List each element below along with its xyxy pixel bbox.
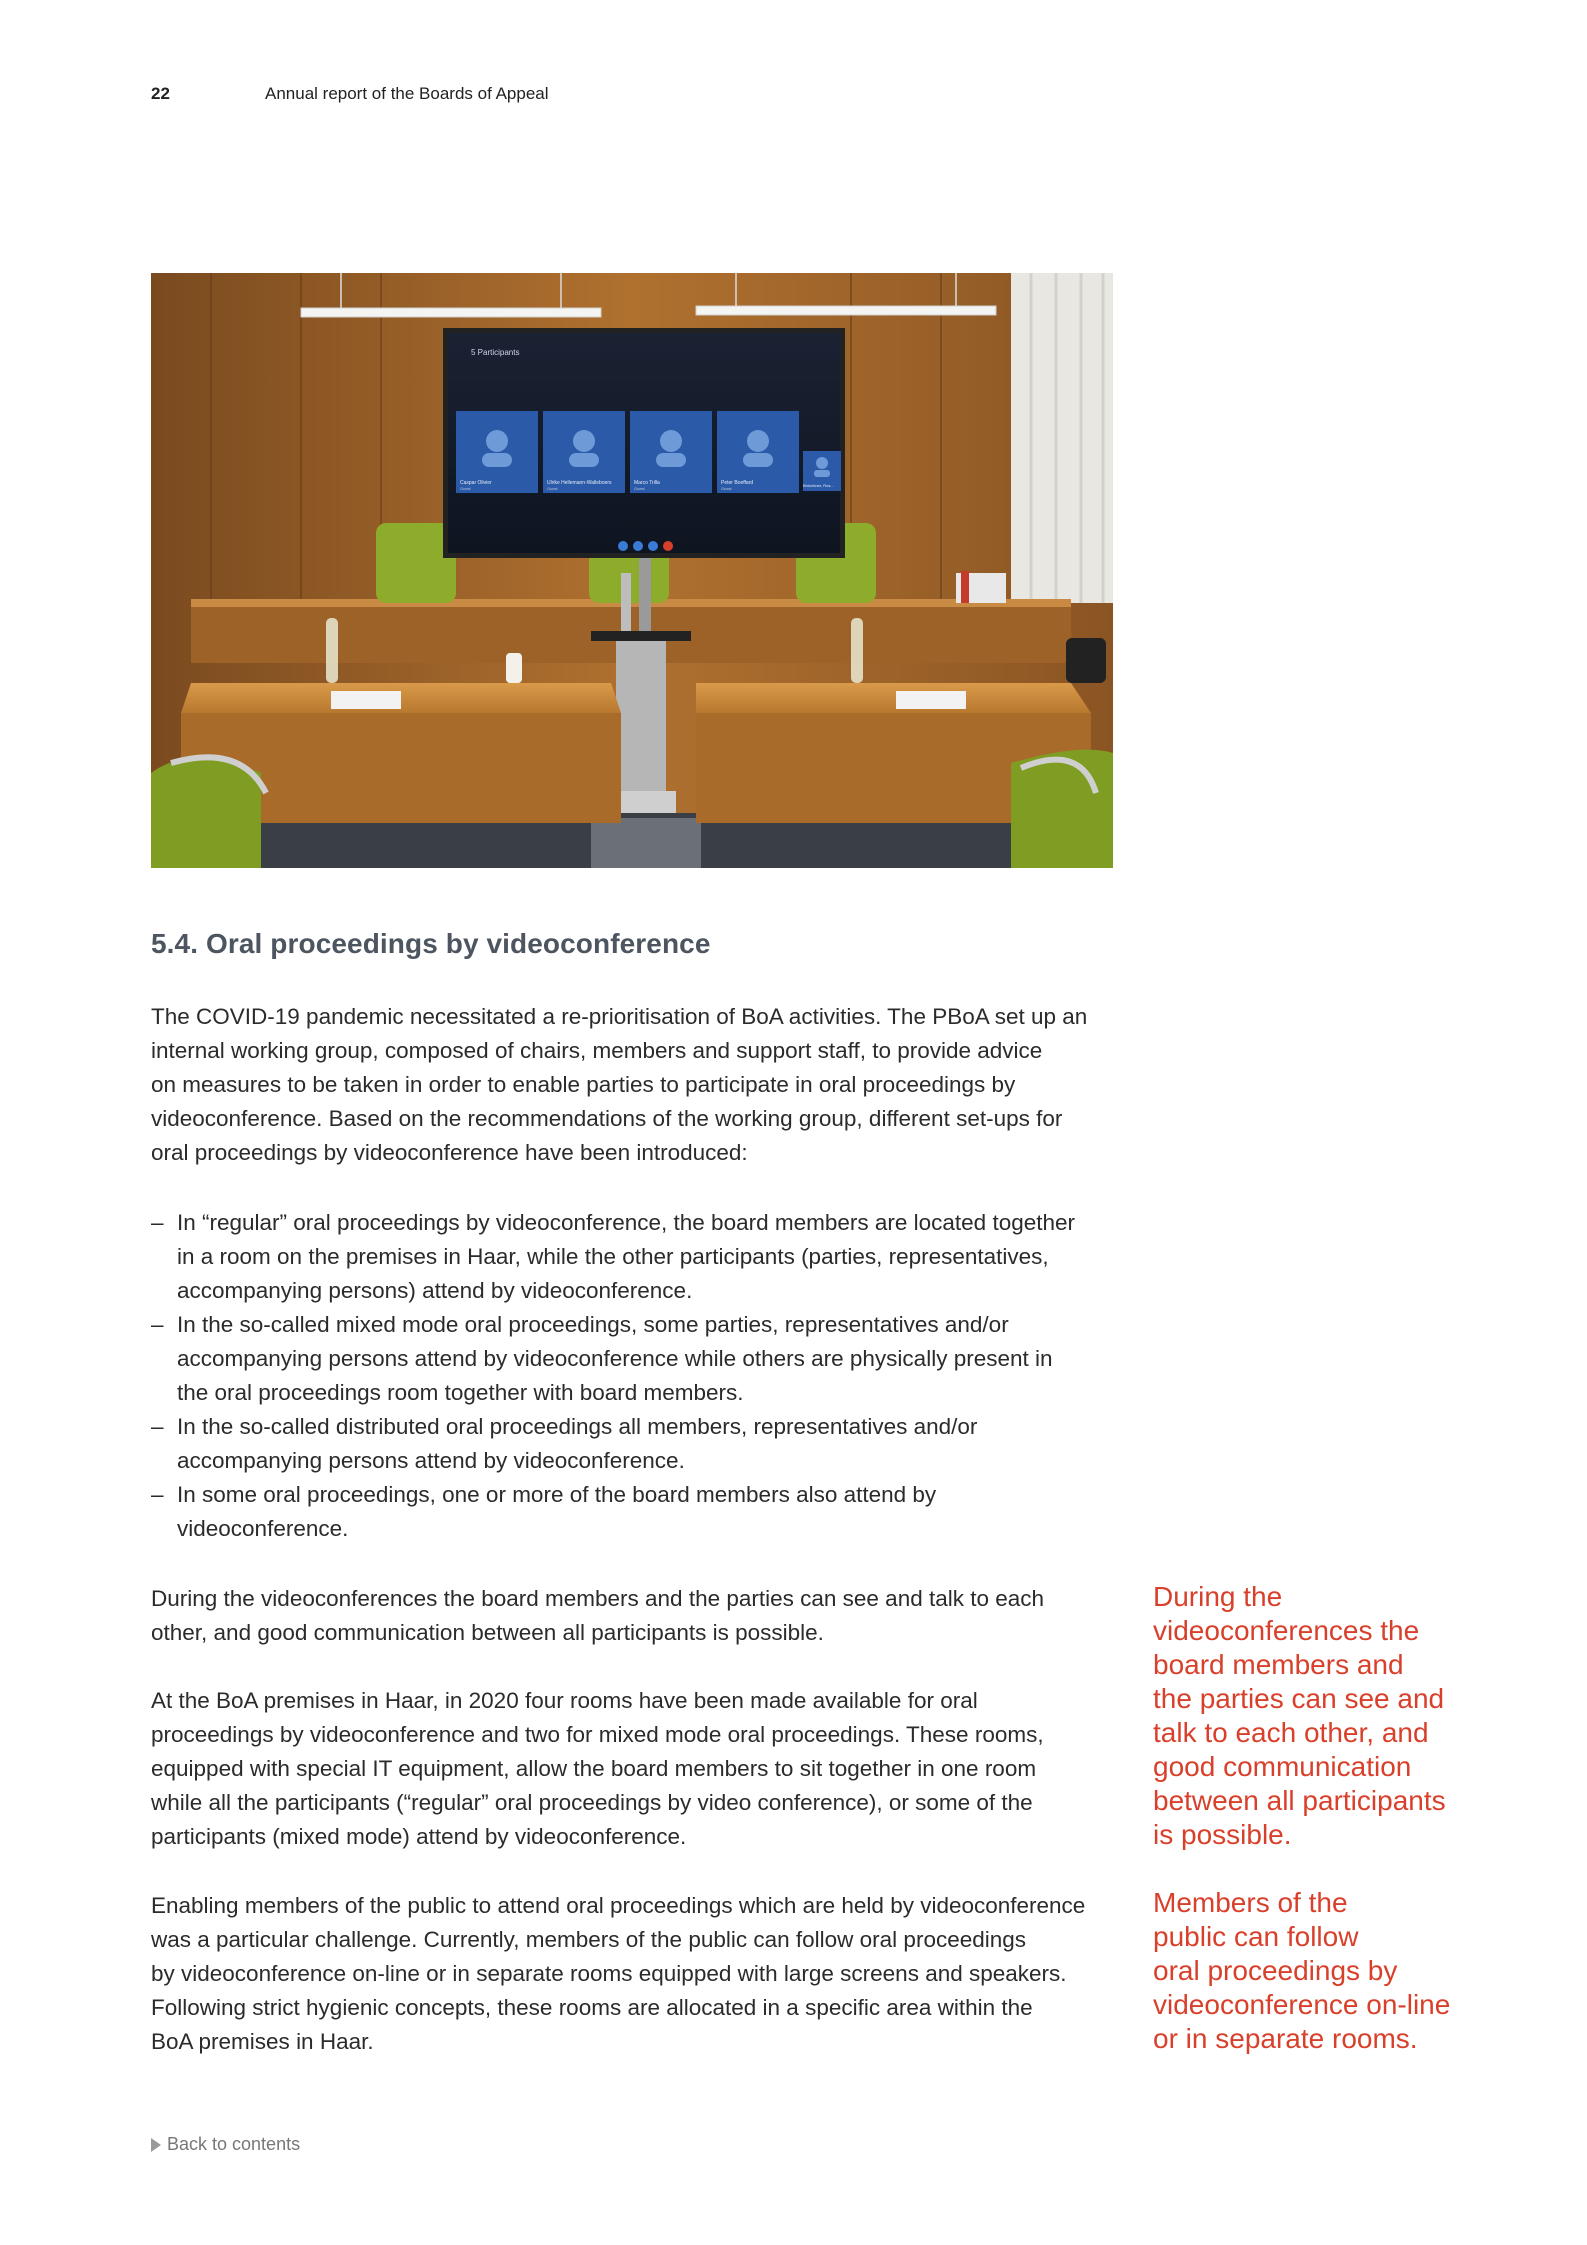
pull-quote-line: is possible. — [1153, 1819, 1292, 1850]
pull-quote-line: videoconferences the — [1153, 1615, 1420, 1646]
back-to-contents-link[interactable] — [151, 2134, 300, 2155]
text-line: Following strict hygienic concepts, these rooms are allocated in a specific area within the — [151, 1995, 1033, 2020]
participant-role: Guest — [634, 486, 645, 491]
setup-list — [151, 1206, 1116, 1546]
text-line: In the so-called distributed oral proceedings all members, representatives and/or — [177, 1414, 978, 1439]
list-item — [151, 1308, 1116, 1410]
list-item — [151, 1410, 1116, 1478]
pull-quote — [1153, 1580, 1483, 1852]
pull-quote-line: videoconference on-line — [1153, 1989, 1451, 2020]
intro-paragraph — [151, 1000, 1116, 1170]
text-line: was a particular challenge. Currently, members of the public can follow oral proceedings — [151, 1927, 1027, 1952]
text-line: other, and good communication between all participants is possible. — [151, 1620, 824, 1645]
rooms-paragraph — [151, 1684, 1116, 1854]
page-number: 22 — [151, 84, 170, 103]
participant-name: Caspar Olivier — [460, 480, 492, 486]
pull-quote-line: the parties can see and — [1153, 1683, 1445, 1714]
text-line: accompanying persons attend by videoconference. — [177, 1448, 685, 1473]
play-triangle-icon — [151, 2138, 161, 2152]
text-line: At the BoA premises in Haar, in 2020 four rooms have been made available for oral — [151, 1688, 978, 1713]
text-line: In “regular” oral proceedings by videoconference, the board members are located together — [177, 1210, 1076, 1235]
participant-role: Guest — [460, 486, 471, 491]
back-to-contents-label: Back to contents — [167, 2134, 301, 2154]
text-line: oral proceedings by videoconference have been introduced: — [151, 1140, 748, 1165]
section-heading: 5.4. Oral proceedings by videoconference — [151, 928, 711, 959]
pull-quote-line: Members of the — [1153, 1887, 1348, 1918]
list-item — [151, 1206, 1116, 1308]
text-line: accompanying persons) attend by videoconference. — [177, 1278, 693, 1303]
list-item — [151, 1478, 1116, 1546]
pull-quote-line: public can follow — [1153, 1921, 1359, 1952]
pull-quote-line: During the — [1153, 1581, 1283, 1612]
text-line: on measures to be taken in order to enable parties to participate in oral proceedings by — [151, 1072, 1016, 1097]
text-line: In some oral proceedings, one or more of the board members also attend by — [177, 1482, 937, 1507]
text-line: videoconference. — [177, 1516, 349, 1541]
communication-paragraph — [151, 1582, 1116, 1650]
participant-role: Guest — [547, 486, 558, 491]
pull-quote — [1153, 1886, 1483, 2056]
list-dash: – — [151, 1414, 164, 1439]
text-line: BoA premises in Haar. — [151, 2029, 374, 2054]
participant-name: Marco Trilla — [634, 480, 660, 486]
text-line: equipped with special IT equipment, allow the board members to sit together in one room — [151, 1756, 1037, 1781]
text-line: the oral proceedings room together with board members. — [177, 1380, 744, 1405]
text-line: by videoconference on-line or in separate rooms equipped with large screens and speakers. — [151, 1961, 1067, 1986]
participant-role: Guest — [721, 486, 732, 491]
pull-quote-line: talk to each other, and — [1153, 1717, 1429, 1748]
text-line: proceedings by videoconference and two for mixed mode oral proceedings. These rooms, — [151, 1722, 1044, 1747]
pull-quote-line: board members and — [1153, 1649, 1404, 1680]
participant-tiles — [456, 411, 841, 493]
screen-status: 5 Participants — [471, 348, 520, 357]
text-line: in a room on the premises in Haar, while the other participants (parties, representatives, — [177, 1244, 1049, 1269]
list-dash: – — [151, 1210, 164, 1235]
pull-quote-line: or in separate rooms. — [1153, 2023, 1418, 2054]
participant-name: Peter Boeffard — [721, 480, 754, 486]
pull-quote-line: oral proceedings by — [1153, 1955, 1398, 1986]
text-line: participants (mixed mode) attend by videoconference. — [151, 1824, 687, 1849]
videoconference-room-photo — [151, 273, 1113, 868]
pull-quote-line: between all participants — [1153, 1785, 1446, 1816]
text-line: accompanying persons attend by videoconference while others are physically present in — [177, 1346, 1053, 1371]
text-line: videoconference. Based on the recommendations of the working group, different set-ups for — [151, 1106, 1063, 1131]
text-line: internal working group, composed of chairs, members and support staff, to provide advice — [151, 1038, 1043, 1063]
public-access-paragraph — [151, 1889, 1116, 2059]
text-line: During the videoconferences the board members and the parties can see and talk to each — [151, 1586, 1045, 1611]
list-dash: – — [151, 1312, 164, 1337]
text-line: In the so-called mixed mode oral proceedings, some parties, representatives and/or — [177, 1312, 1009, 1337]
participant-name: Ulrike Hellemann-Walleboers — [547, 480, 612, 486]
list-dash: – — [151, 1482, 164, 1507]
pull-quote-line: good communication — [1153, 1751, 1412, 1782]
text-line: Enabling members of the public to attend oral proceedings which are held by videoconference — [151, 1893, 1086, 1918]
text-line: The COVID-19 pandemic necessitated a re-prioritisation of BoA activities. The PBoA set up an — [151, 1004, 1088, 1029]
self-view-name: Bhüchtner, Ros... — [803, 483, 834, 488]
running-title: Annual report of the Boards of Appeal — [265, 84, 549, 103]
text-line: while all the participants (“regular” oral proceedings by video conference), or some of the — [151, 1790, 1033, 1815]
